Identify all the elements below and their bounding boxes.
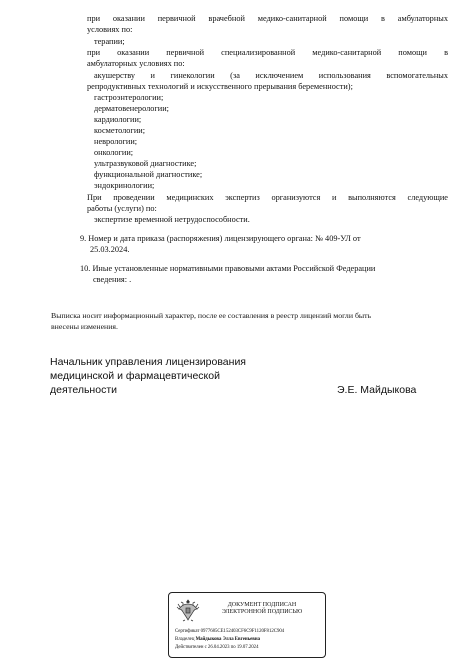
body-line-10: кардиологии;	[94, 115, 142, 124]
body-line-2: условиях по:	[87, 25, 133, 34]
notice-line-1: Выписка носит информационный характер, после ее составления в реестр лицензий могли быть	[51, 311, 372, 320]
stamp-owner-label: Владелец	[175, 637, 195, 642]
body-line-4: при оказании первичной специализированной медико-санитарной помощи в	[87, 48, 448, 57]
body-line-13: онкологии;	[94, 148, 134, 157]
signatory-title-line-1: Начальник управления лицензирования	[50, 356, 246, 368]
body-line-18: работы (услуги) по:	[87, 204, 157, 213]
body-line-1: при оказании первичной врачебной медико-санитарной помощи в амбулаторных	[87, 14, 448, 23]
stamp-heading-line-2: ЭЛЕКТРОННОЙ ПОДПИСЬЮ	[221, 609, 303, 615]
item-10-line-2: сведения: .	[93, 275, 132, 284]
body-line-14: ультразвуковой диагностике;	[94, 159, 197, 168]
body-line-5: амбулаторных условиях по:	[87, 59, 185, 68]
item-9-line-2: 25.03.2024.	[90, 245, 130, 254]
stamp-heading-line-1: ДОКУМЕНТ ПОДПИСАН	[227, 602, 297, 608]
signatory-name: Э.Е. Майдыкова	[337, 384, 417, 396]
body-line-6: акушерству и гинекологии (за исключением использования вспомогательных	[94, 71, 448, 80]
stamp-validity: Действителен с 26.04.2023 по 19.07.2024	[175, 645, 259, 650]
body-line-19: экспертизе временной нетрудоспособности.	[94, 215, 250, 224]
electronic-signature-stamp	[168, 592, 326, 658]
body-line-12: неврологии;	[94, 137, 138, 146]
body-line-9: дерматовенерологии;	[94, 104, 169, 113]
stamp-certificate-label: Сертификат	[175, 629, 200, 634]
signatory-title-line-2: медицинской и фармацевтической	[50, 370, 220, 382]
item-9-line-1: 9. Номер и дата приказа (распоряжения) лицензирующего органа: № 409-УЛ от	[80, 234, 361, 243]
signatory-title-line-3: деятельности	[50, 384, 117, 396]
body-line-11: косметологии;	[94, 126, 146, 135]
coat-of-arms-icon	[175, 597, 201, 623]
body-line-8: гастроэнтерологии;	[94, 93, 164, 102]
body-line-16: эндокринологии;	[94, 181, 155, 190]
stamp-owner-row	[175, 636, 260, 644]
stamp-owner-value: Майдыкова Элла Евгеньевна	[195, 637, 261, 642]
notice-line-2: внесены изменения.	[51, 322, 118, 331]
body-line-3: терапии;	[94, 37, 125, 46]
body-line-17: При проведении медицинских экспертиз организуются и выполняются следующие	[87, 193, 448, 202]
body-line-15: функциональной диагностике;	[94, 170, 203, 179]
item-10-line-1: 10. Иные установленные нормативными правовыми актами Российской Федерации	[80, 264, 376, 273]
stamp-certificate-row	[175, 628, 284, 636]
body-line-7: репродуктивных технологий и искусственного прерывания беременности);	[87, 82, 353, 91]
stamp-certificate-value: 0977685CE152403CF6C9F1120F812C904	[200, 629, 285, 634]
